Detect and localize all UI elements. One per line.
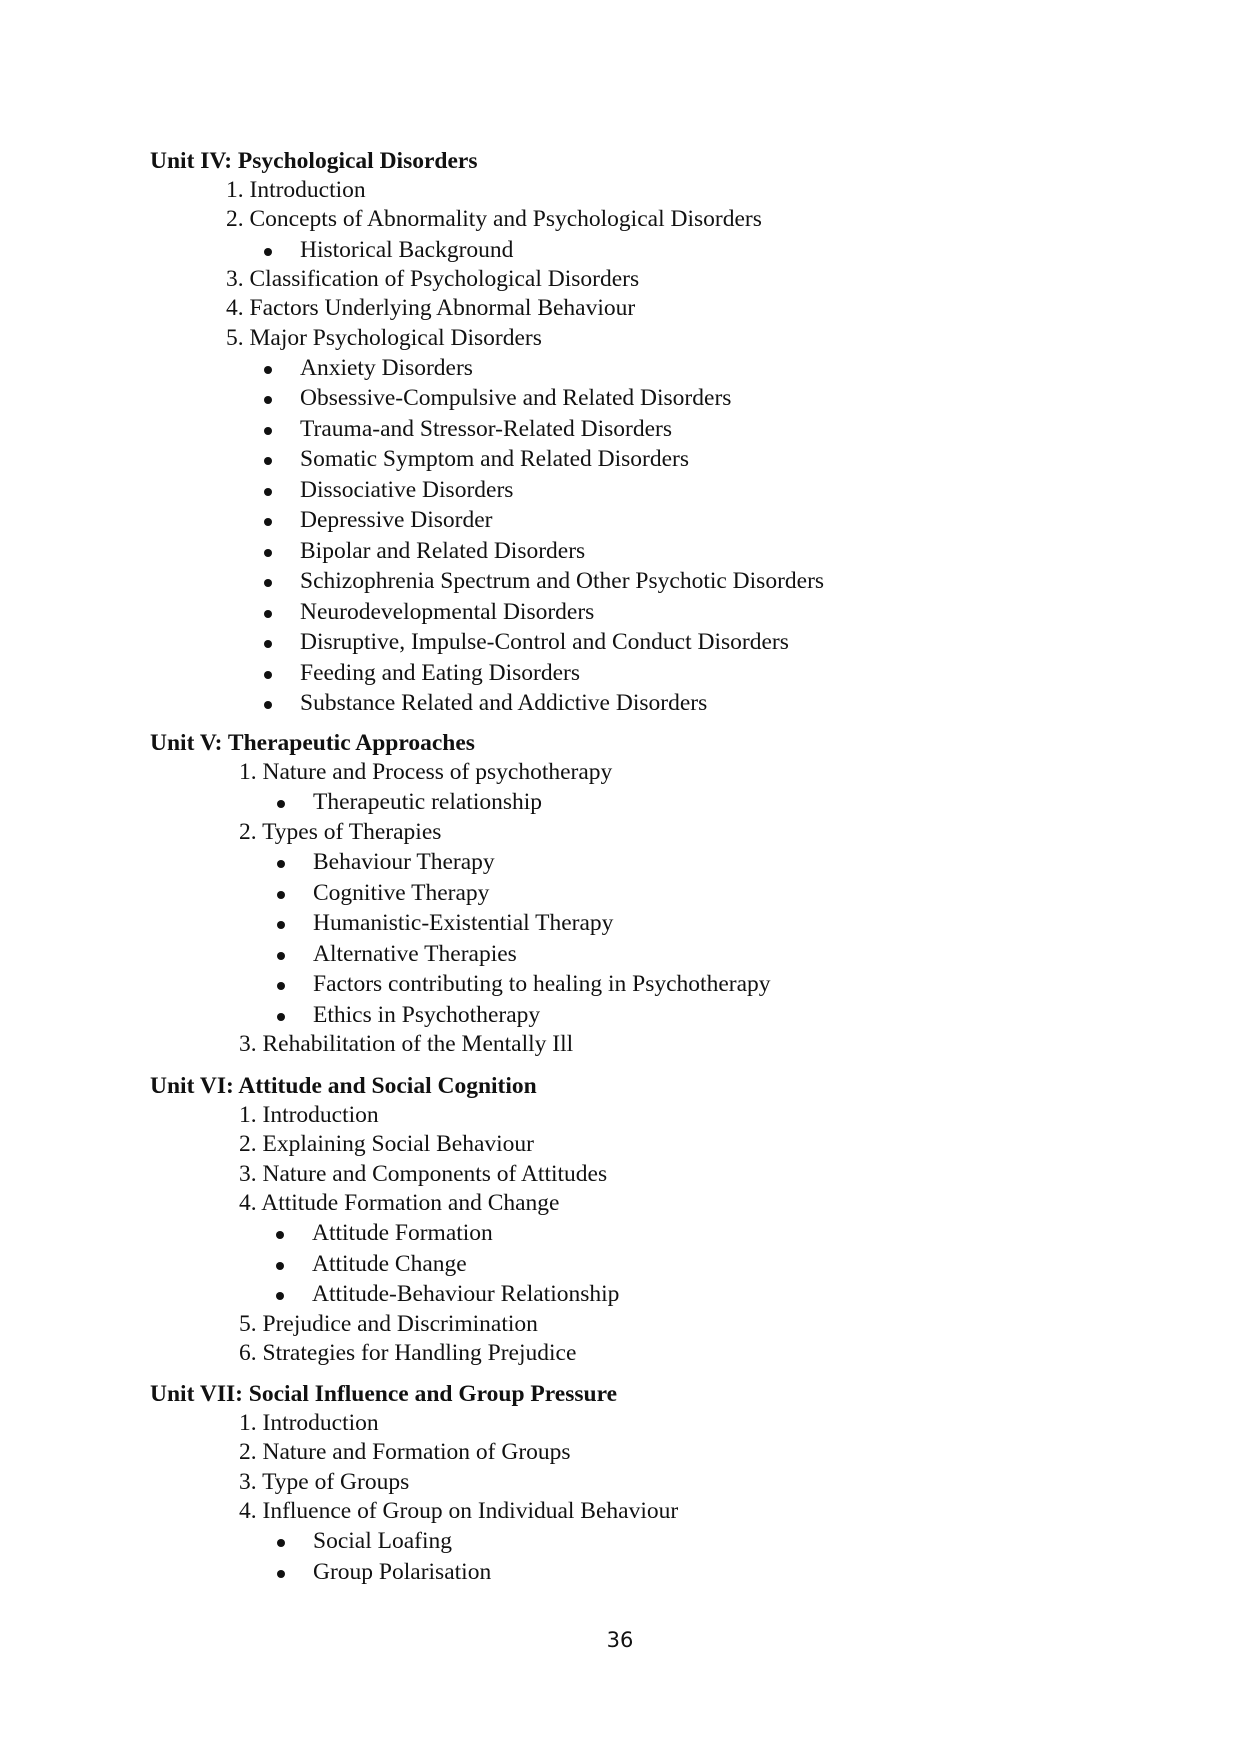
subtopic-label: Neurodevelopmental Disorders bbox=[300, 598, 595, 625]
subtopic-item bbox=[150, 908, 1150, 939]
unit-title: Unit VII: Social Influence and Group Pressure bbox=[150, 1381, 618, 1407]
bullet-icon bbox=[264, 671, 272, 679]
subtopic-item bbox=[150, 383, 1150, 414]
subtopic-list bbox=[150, 353, 1150, 719]
topic-label: Prejudice and Discrimination bbox=[262, 1310, 538, 1337]
topic-item bbox=[150, 265, 1150, 294]
bullet-icon bbox=[264, 457, 272, 465]
subtopic-label: Historical Background bbox=[300, 236, 514, 263]
subtopic-container bbox=[150, 847, 1150, 1030]
topic-number: 2. bbox=[239, 818, 257, 845]
topic-label: Strategies for Handling Prejudice bbox=[262, 1339, 577, 1366]
subtopic-item bbox=[150, 414, 1150, 445]
bullet-icon bbox=[277, 891, 285, 899]
subtopic-label: Trauma-and Stressor-Related Disorders bbox=[300, 415, 672, 442]
subtopic-item bbox=[150, 1526, 1150, 1557]
bullet-icon bbox=[277, 800, 285, 808]
subtopic-container bbox=[150, 235, 1150, 266]
subtopic-list bbox=[150, 1526, 1150, 1587]
subtopic-item bbox=[150, 536, 1150, 567]
bullet-icon bbox=[277, 952, 285, 960]
bullet-icon bbox=[264, 488, 272, 496]
bullet-icon bbox=[277, 860, 285, 868]
subtopic-label: Attitude Change bbox=[312, 1250, 467, 1277]
bullet-icon bbox=[264, 701, 272, 709]
subtopic-label: Attitude-Behaviour Relationship bbox=[312, 1281, 620, 1308]
topic-number: 3. bbox=[239, 1160, 257, 1187]
unit-section bbox=[150, 147, 1150, 719]
subtopic-item bbox=[150, 688, 1150, 719]
topic-item bbox=[150, 1030, 1150, 1059]
topic-label: Influence of Group on Individual Behaviour bbox=[262, 1497, 679, 1524]
topic-number: 1. bbox=[226, 177, 244, 203]
topic-item bbox=[150, 1497, 1150, 1526]
bullet-icon bbox=[277, 1570, 285, 1578]
subtopic-item bbox=[150, 444, 1150, 475]
subtopic-item bbox=[150, 235, 1150, 266]
bullet-icon bbox=[277, 1539, 285, 1547]
subtopic-label: Therapeutic relationship bbox=[313, 789, 543, 816]
subtopic-item bbox=[150, 566, 1150, 597]
topic-list bbox=[150, 758, 1150, 1059]
subtopic-item bbox=[150, 1000, 1150, 1031]
subtopic-item bbox=[150, 627, 1150, 658]
subtopic-label: Feeding and Eating Disorders bbox=[300, 659, 580, 686]
subtopic-label: Factors contributing to healing in Psychotherapy bbox=[313, 971, 771, 998]
topic-item bbox=[150, 1189, 1150, 1218]
subtopic-container bbox=[150, 1218, 1150, 1310]
topic-number: 3. bbox=[226, 266, 244, 293]
topic-label: Nature and Process of psychotherapy bbox=[262, 759, 613, 785]
unit-title: Unit VI: Attitude and Social Cognition bbox=[150, 1073, 537, 1099]
bullet-icon bbox=[264, 579, 272, 587]
topic-item bbox=[150, 1160, 1150, 1189]
topic-number: 3. bbox=[239, 1468, 257, 1495]
topic-list bbox=[150, 1101, 1150, 1368]
subtopic-label: Alternative Therapies bbox=[313, 940, 517, 967]
bullet-icon bbox=[264, 366, 272, 374]
topic-number: 4. bbox=[239, 1497, 257, 1524]
subtopic-container bbox=[150, 787, 1150, 818]
subtopic-container bbox=[150, 353, 1150, 719]
topic-number: 4. bbox=[226, 295, 244, 322]
subtopic-item bbox=[150, 787, 1150, 818]
topic-number: 1. bbox=[239, 1102, 257, 1128]
topic-number: 2. bbox=[239, 1131, 257, 1158]
subtopic-container bbox=[150, 1526, 1150, 1587]
topic-number: 3. bbox=[239, 1031, 257, 1058]
topic-item bbox=[150, 1438, 1150, 1467]
topic-item bbox=[150, 1339, 1150, 1368]
topic-label: Type of Groups bbox=[262, 1468, 410, 1495]
unit-title: Unit V: Therapeutic Approaches bbox=[150, 730, 475, 756]
subtopic-item bbox=[150, 1218, 1150, 1249]
topic-item bbox=[150, 205, 1150, 234]
bullet-icon bbox=[264, 427, 272, 435]
topic-label: Nature and Components of Attitudes bbox=[262, 1160, 608, 1187]
subtopic-label: Ethics in Psychotherapy bbox=[313, 1001, 541, 1028]
topic-label: Types of Therapies bbox=[262, 818, 442, 845]
bullet-icon bbox=[276, 1231, 284, 1239]
subtopic-label: Attitude Formation bbox=[312, 1220, 493, 1247]
subtopic-label: Somatic Symptom and Related Disorders bbox=[300, 446, 690, 473]
topic-label: Major Psychological Disorders bbox=[249, 324, 542, 351]
topic-item bbox=[150, 758, 1150, 787]
subtopic-label: Group Polarisation bbox=[313, 1558, 492, 1585]
topic-item bbox=[150, 1468, 1150, 1497]
subtopic-item bbox=[150, 969, 1150, 1000]
topic-item bbox=[150, 294, 1150, 323]
bullet-icon bbox=[264, 640, 272, 648]
subtopic-item bbox=[150, 1557, 1150, 1588]
subtopic-item bbox=[150, 847, 1150, 878]
topic-item bbox=[150, 324, 1150, 353]
bullet-icon bbox=[264, 549, 272, 557]
subtopic-item bbox=[150, 878, 1150, 909]
topic-label: Introduction bbox=[249, 177, 366, 203]
topic-number: 5. bbox=[226, 324, 244, 351]
topic-number: 1. bbox=[239, 1410, 257, 1436]
topic-number: 6. bbox=[239, 1339, 257, 1366]
bullet-icon bbox=[264, 248, 272, 256]
bullet-icon bbox=[277, 921, 285, 929]
topic-item bbox=[150, 1130, 1150, 1159]
topic-label: Factors Underlying Abnormal Behaviour bbox=[249, 295, 636, 322]
subtopic-item bbox=[150, 353, 1150, 384]
bullet-icon bbox=[276, 1292, 284, 1300]
subtopic-item bbox=[150, 475, 1150, 506]
subtopic-label: Humanistic-Existential Therapy bbox=[313, 910, 614, 937]
subtopic-list bbox=[150, 847, 1150, 1030]
bullet-icon bbox=[264, 518, 272, 526]
subtopic-label: Dissociative Disorders bbox=[300, 476, 514, 503]
bullet-icon bbox=[277, 1013, 285, 1021]
subtopic-label: Bipolar and Related Disorders bbox=[300, 537, 586, 564]
topic-number: 4. bbox=[239, 1189, 257, 1216]
topic-item bbox=[150, 1310, 1150, 1339]
subtopic-label: Schizophrenia Spectrum and Other Psychotic Disorders bbox=[300, 568, 825, 595]
topic-list bbox=[150, 1409, 1150, 1587]
page-number: 36 bbox=[606, 1628, 634, 1652]
subtopic-label: Obsessive-Compulsive and Related Disorders bbox=[300, 385, 732, 412]
topic-label: Explaining Social Behaviour bbox=[262, 1131, 535, 1158]
topic-number: 2. bbox=[226, 206, 244, 233]
topic-number: 1. bbox=[239, 759, 257, 785]
subtopic-item bbox=[150, 658, 1150, 689]
topic-label: Introduction bbox=[262, 1410, 379, 1436]
subtopic-label: Depressive Disorder bbox=[300, 507, 493, 534]
topic-item bbox=[150, 1409, 1150, 1438]
subtopic-label: Social Loafing bbox=[313, 1528, 453, 1555]
topic-item bbox=[150, 176, 1150, 205]
bullet-icon bbox=[277, 982, 285, 990]
subtopic-item bbox=[150, 939, 1150, 970]
subtopic-label: Substance Related and Addictive Disorders bbox=[300, 690, 708, 717]
subtopic-item bbox=[150, 597, 1150, 628]
unit-section bbox=[150, 1380, 1150, 1587]
topic-label: Attitude Formation and Change bbox=[261, 1189, 560, 1216]
subtopic-label: Disruptive, Impulse-Control and Conduct Disorders bbox=[300, 629, 789, 656]
unit-section bbox=[150, 729, 1150, 1059]
topic-item bbox=[150, 818, 1150, 847]
subtopic-item bbox=[150, 1249, 1150, 1280]
subtopic-label: Cognitive Therapy bbox=[313, 879, 490, 906]
topic-label: Rehabilitation of the Mentally Ill bbox=[262, 1031, 574, 1058]
topic-label: Concepts of Abnormality and Psychological Disorders bbox=[249, 206, 762, 233]
subtopic-label: Anxiety Disorders bbox=[300, 354, 473, 381]
topic-item bbox=[150, 1101, 1150, 1130]
unit-title: Unit IV: Psychological Disorders bbox=[150, 148, 478, 174]
topic-list bbox=[150, 176, 1150, 719]
subtopic-item bbox=[150, 505, 1150, 536]
bullet-icon bbox=[264, 610, 272, 618]
subtopic-list bbox=[150, 235, 1150, 266]
unit-section bbox=[150, 1072, 1150, 1368]
bullet-icon bbox=[276, 1262, 284, 1270]
subtopic-list bbox=[150, 787, 1150, 818]
subtopic-item bbox=[150, 1279, 1150, 1310]
topic-label: Introduction bbox=[262, 1102, 379, 1128]
bullet-icon bbox=[264, 396, 272, 404]
topic-number: 2. bbox=[239, 1439, 257, 1466]
subtopic-label: Behaviour Therapy bbox=[313, 849, 495, 876]
topic-number: 5. bbox=[239, 1310, 257, 1337]
topic-label: Classification of Psychological Disorders bbox=[249, 266, 640, 293]
topic-label: Nature and Formation of Groups bbox=[262, 1439, 571, 1466]
subtopic-list bbox=[150, 1218, 1150, 1310]
